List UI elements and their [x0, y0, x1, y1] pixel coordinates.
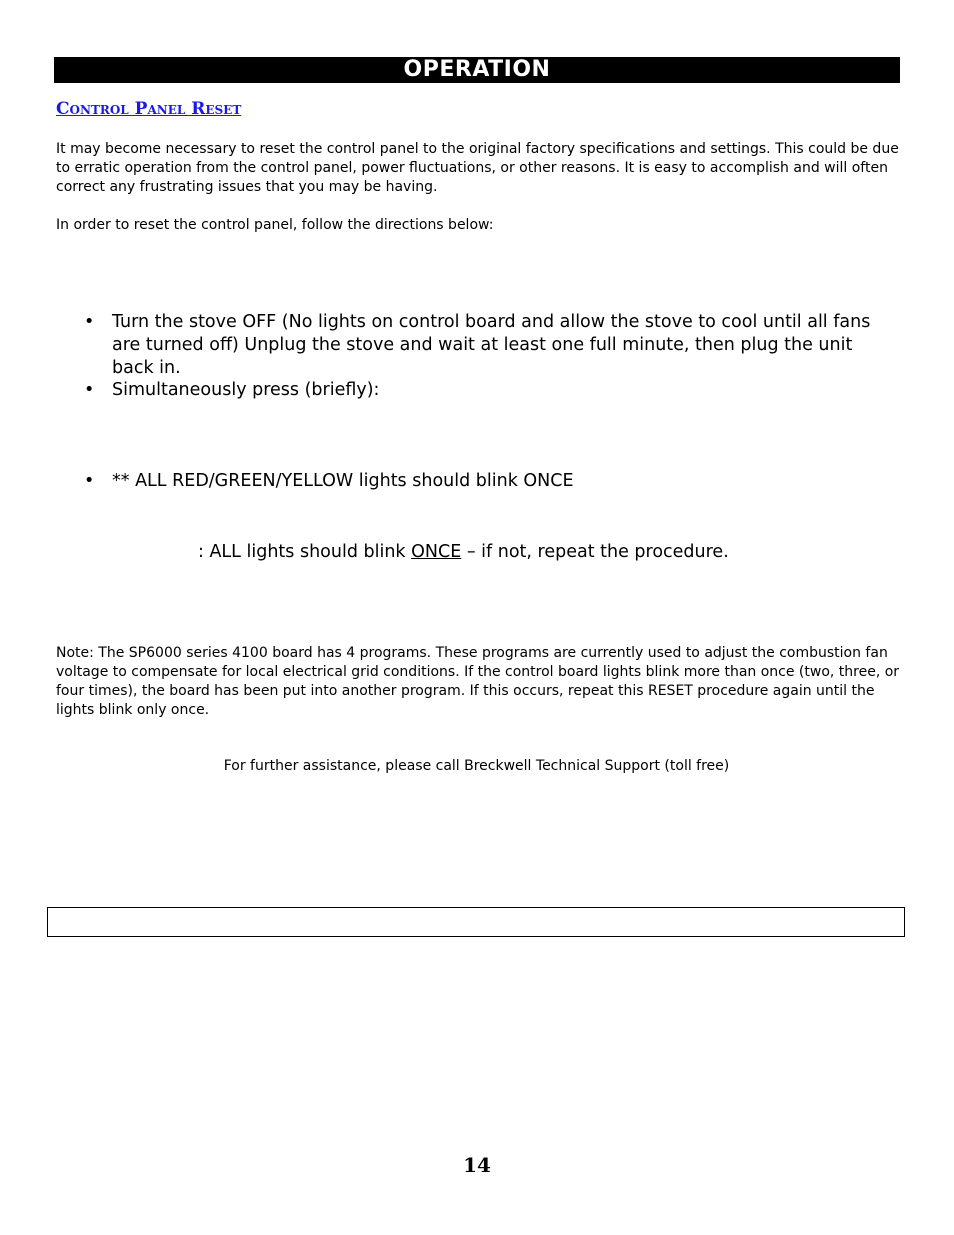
empty-box [47, 907, 905, 937]
blink-check-line [198, 541, 729, 564]
list-item-text: Simultaneously press (briefly): [112, 380, 380, 400]
list-item [84, 470, 884, 493]
section-heading: Control Panel Reset [56, 99, 242, 119]
intro-paragraph: It may become necessary to reset the control panel to the original factory specifications and settings. This could be due to erratic operation from the control panel, power fluctuations, or other reasons. It is easy to accomplish and will often correct any frustrating issues that you may be having. [56, 141, 899, 195]
list-item [84, 311, 884, 380]
lead-paragraph: In order to reset the control panel, follow the directions below: [56, 217, 494, 233]
support-paragraph: For further assistance, please call Breckwell Technical Support (toll free) [223, 758, 730, 774]
page-title-banner: OPERATION [54, 57, 900, 83]
page-number: 14 [463, 1153, 491, 1177]
note-paragraph: Note: The SP6000 series 4100 board has 4 programs. These programs are currently used to adjust the combustion fan voltage to compensate for local electrical grid conditions. If the control board lights blink more than once (two, three, or four times), the board has been put into another program. If this occurs, repeat this RESET procedure again until the lights blink only once. [56, 645, 900, 718]
blink-check-emphasis: ONCE [411, 542, 462, 562]
list-item [84, 379, 884, 402]
bullet-marker: • [84, 380, 95, 400]
bullet-marker: • [84, 471, 95, 491]
list-item-text: Turn the stove OFF (No lights on control board and allow the stove to cool until all fans are turned off) Unplug the stove and wait at least one full minute, then plug the unit back in. [112, 312, 871, 378]
blink-check-prefix: : ALL lights should blink [198, 542, 412, 562]
list-item-text: ** ALL RED/GREEN/YELLOW lights should blink ONCE [112, 471, 574, 491]
blink-check-suffix: – if not, repeat the procedure. [461, 542, 729, 562]
bullet-marker: • [84, 312, 95, 332]
